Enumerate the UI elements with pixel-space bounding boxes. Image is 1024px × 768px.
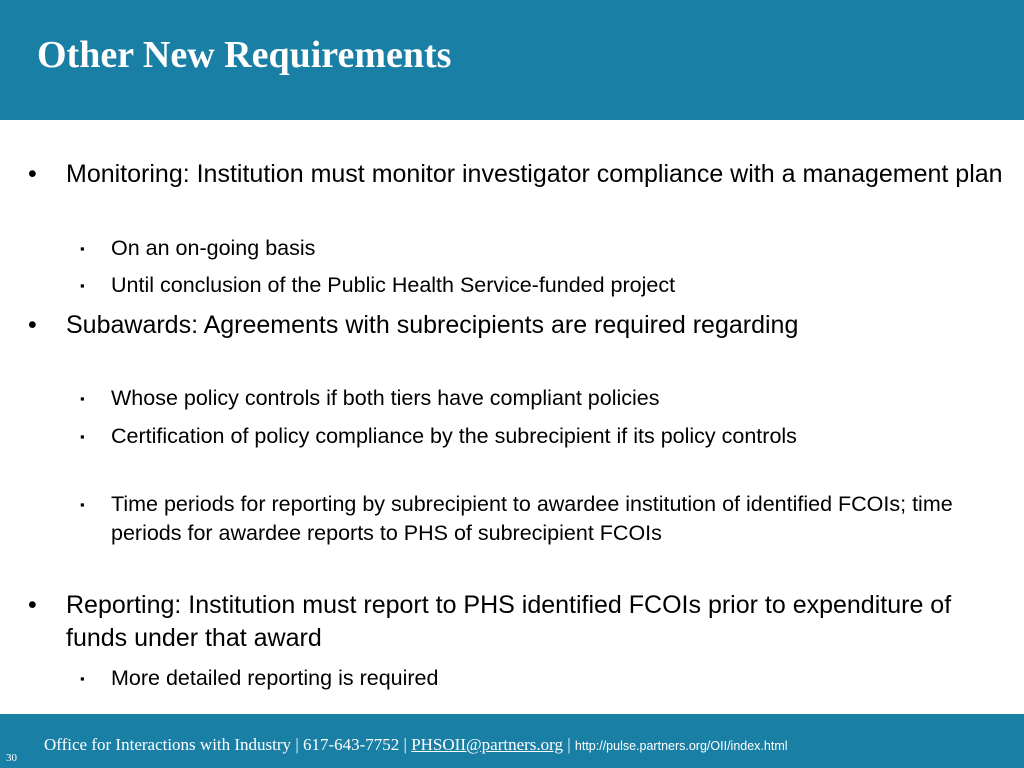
bullet-text: Reporting: Institution must report to PHS identified FCOIs prior to expenditure of funds under that award: [66, 591, 952, 652]
header-bar: [0, 0, 1024, 120]
bullet-text: Subawards: Agreements with subrecipients are required regarding: [66, 311, 799, 339]
sub-bullet: [80, 664, 971, 693]
square-bullet-icon: ▪: [80, 241, 85, 256]
footer-bar: [0, 714, 1024, 768]
bullet-reporting: [28, 589, 1006, 655]
bullet-dot-icon: •: [28, 311, 37, 339]
sub-bullet-text: Until conclusion of the Public Health Service-funded project: [111, 273, 676, 297]
footer-separator: |: [567, 735, 571, 754]
footer-email-link[interactable]: PHSOII@partners.org: [411, 735, 563, 754]
square-bullet-icon: ▪: [80, 671, 85, 686]
sub-bullet: [80, 234, 971, 263]
square-bullet-icon: ▪: [80, 429, 85, 444]
square-bullet-icon: ▪: [80, 391, 85, 406]
page-number: 30: [6, 752, 17, 764]
footer-separator: |: [295, 735, 299, 754]
bullet-dot-icon: •: [28, 160, 37, 188]
bullet-subawards: [28, 309, 1006, 342]
footer-phone: 617-643-7752: [302, 735, 400, 754]
sub-bullet: [80, 271, 971, 300]
footer-separator: |: [403, 735, 407, 754]
bullet-text: Monitoring: Institution must monitor investigator compliance with a management plan: [66, 160, 1003, 188]
footer-contact: [44, 735, 788, 755]
sub-bullet: [80, 422, 971, 451]
sub-bullet-text: Whose policy controls if both tiers have compliant policies: [111, 386, 660, 410]
sub-bullet-text: Certification of policy compliance by the subrecipient if its policy controls: [111, 424, 797, 448]
square-bullet-icon: ▪: [80, 278, 85, 293]
slide-title: Other New Requirements: [37, 34, 452, 76]
footer-office: Office for Interactions with Industry: [44, 735, 292, 754]
sub-bullet: [80, 384, 971, 413]
bullet-monitoring: [28, 158, 1006, 191]
sub-bullet-text: On an on-going basis: [111, 236, 316, 260]
sub-bullet: [80, 490, 971, 548]
bullet-dot-icon: •: [28, 591, 37, 619]
sub-bullet-text: Time periods for reporting by subrecipient to awardee institution of identified FCOIs; time periods for awardee reports to PHS of subrecipient FCOIs: [111, 492, 953, 545]
sub-bullet-text: More detailed reporting is required: [111, 666, 439, 690]
square-bullet-icon: ▪: [80, 497, 85, 512]
footer-url: http://pulse.partners.org/OII/index.html: [574, 739, 788, 753]
